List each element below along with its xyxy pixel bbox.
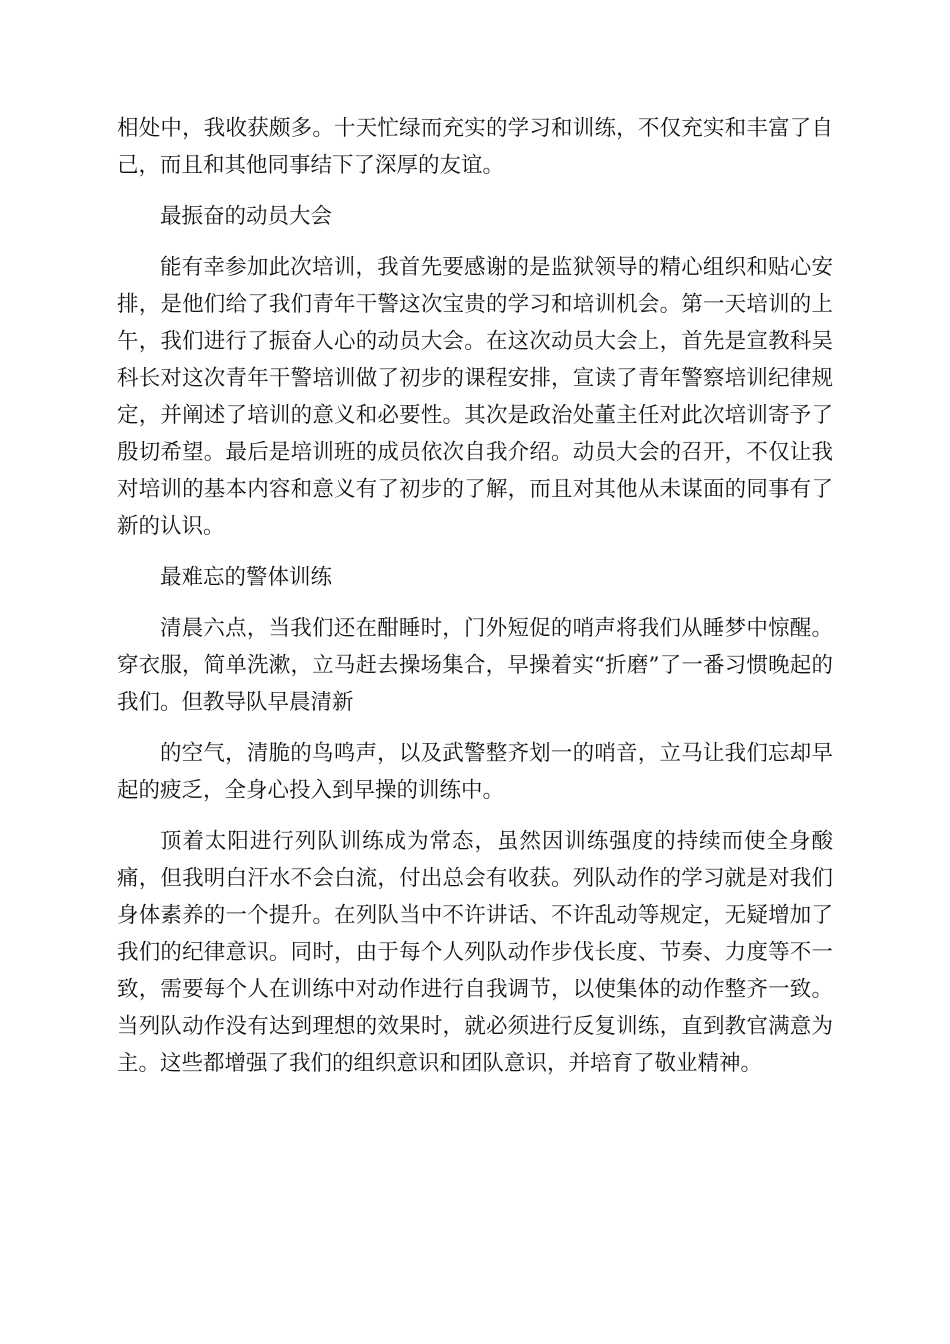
paragraph-5: 顶着太阳进行列队训练成为常态，虽然因训练强度的持续而使全身酸痛，但我明白汗水不会白流，付出总会有收获。列队动作的学习就是对我们身体素养的一个提升。在列队当中不许讲话、不许乱动等规定，无疑增加了我们的纪律意识。同时，由于每个人列队动作步伐长度、节奏、力度等不一致，需要每个人在训练中对动作进行自我调节，以使集体的动作整齐一致。当列队动作没有达到理想的效果时，就必须进行反复训练，直到教官满意为主。这些都增强了我们的组织意识和团队意识，并培育了敬业精神。: [117, 829, 833, 1076]
section-heading-training: 最难忘的警体训练: [160, 565, 333, 590]
paragraph-1: 相处中，我收获颇多。十天忙绿而充实的学习和训练，不仅充实和丰富了自己，而且和其他同事结下了深厚的友谊。: [117, 116, 833, 178]
section-heading-mobilization: 最振奋的动员大会: [160, 204, 333, 229]
document-page: [117, 110, 833, 1096]
paragraph-2: 能有幸参加此次培训，我首先要感谢的是监狱领导的精心组织和贴心安排，是他们给了我们青年干警这次宝贵的学习和培训机会。第一天培训的上午，我们进行了振奋人心的动员大会。在这次动员大会上，首先是宣教科吴科长对这次青年干警培训做了初步的课程安排，宣读了青年警察培训纪律规定，并阐述了培训的意义和必要性。其次是政治处董主任对此次培训寄予了殷切希望。最后是培训班的成员依次自我介绍。动员大会的召开，不仅让我对培训的基本内容和意义有了初步的了解，而且对其他从未谋面的同事有了新的认识。: [117, 255, 833, 539]
paragraph-3: 清晨六点，当我们还在酣睡时，门外短促的哨声将我们从睡梦中惊醒。穿衣服，简单洗漱，立马赶去操场集合，早操着实“折磨”了一番习惯晚起的我们。但教导队早晨清新: [117, 616, 833, 715]
paragraph-4: 的空气，清脆的鸟鸣声，以及武警整齐划一的哨音，立马让我们忘却早起的疲乏，全身心投入到早操的训练中。: [117, 741, 833, 803]
